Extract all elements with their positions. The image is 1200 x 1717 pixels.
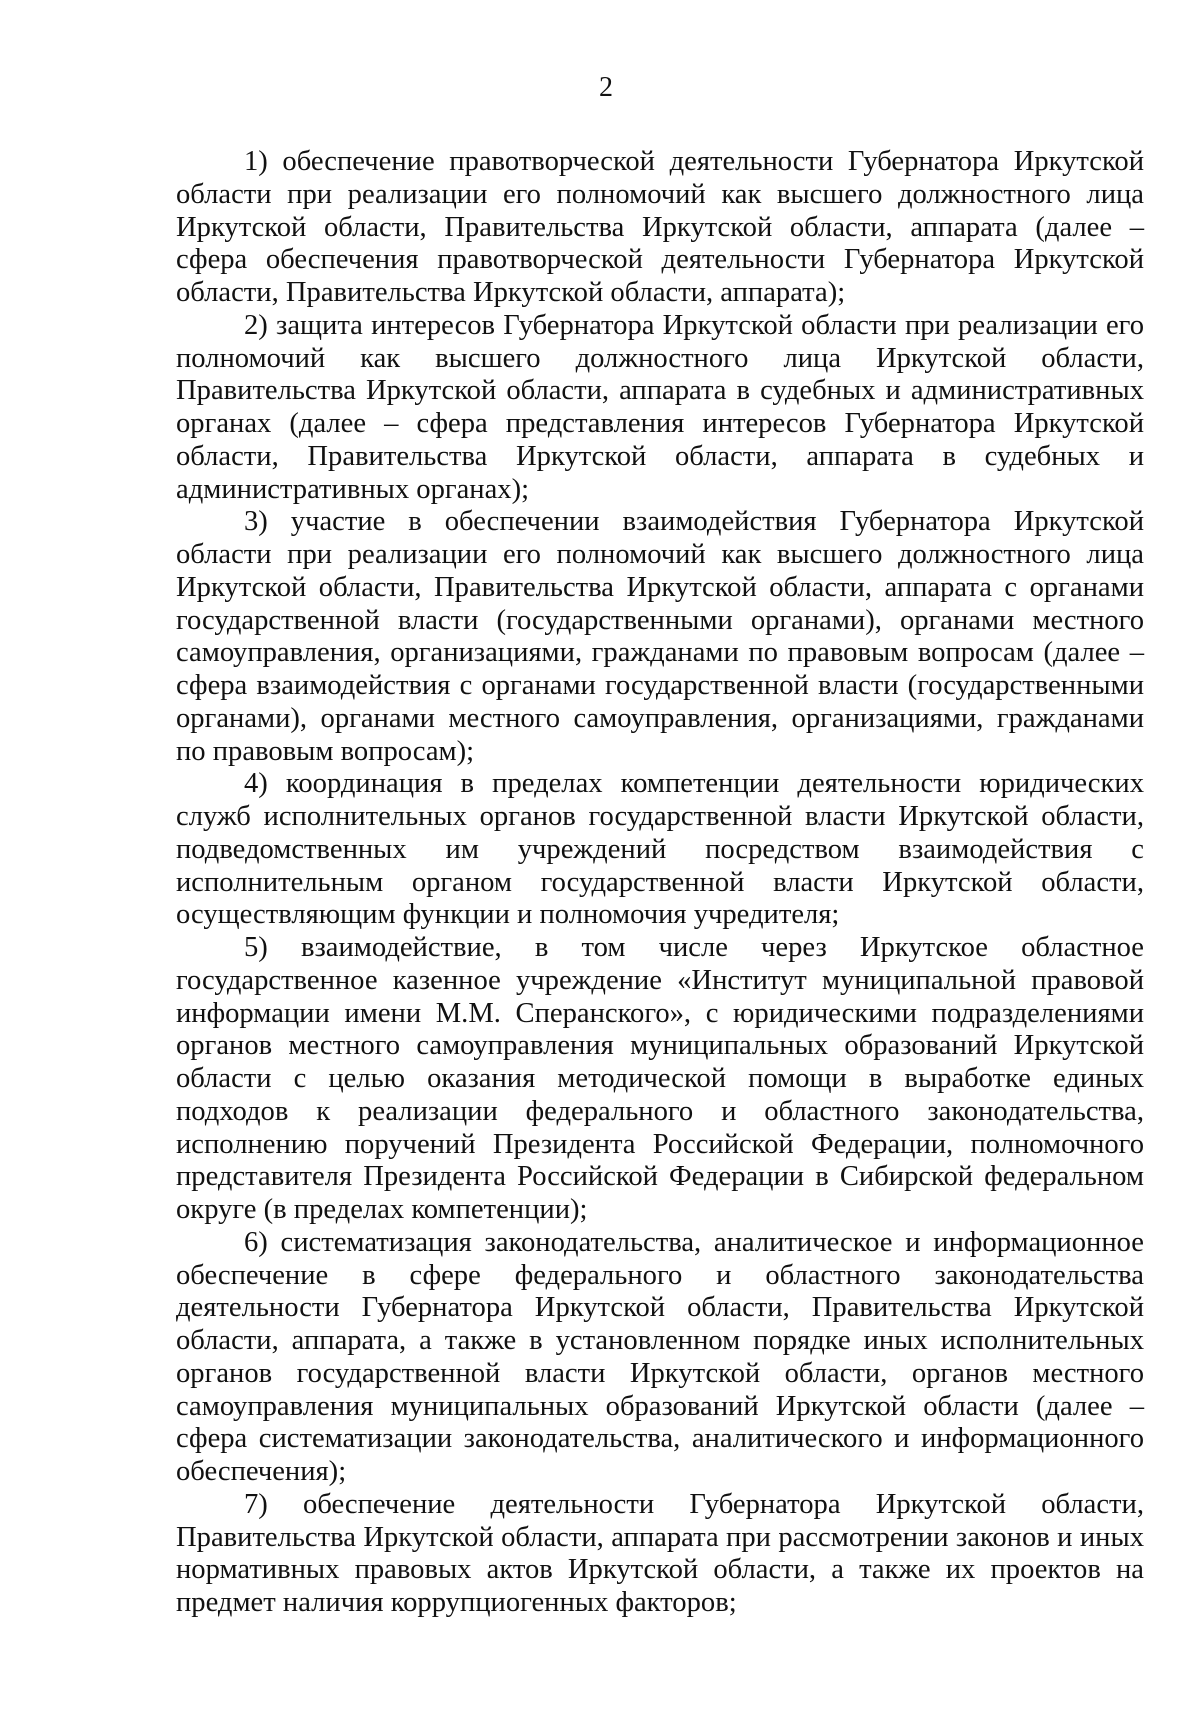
paragraph-item-2: 2) защита интересов Губернатора Иркутской области при реализации его полномочий как высшего должностного лица Иркутской области, Правительства Иркутской области, аппарата в судебных и административных органах (далее – сфера представления интересов Губернатора Иркутской области, Правительства Иркутской области, аппарата в судебных и административных органах); [176,309,1144,505]
page-number: 2 [599,72,613,103]
paragraph-item-7: 7) обеспечение деятельности Губернатора Иркутской области, Правительства Иркутской области, аппарата при рассмотрении законов и иных нормативных правовых актов Иркутской области, а также их проектов на предмет наличия коррупциогенных факторов; [176,1488,1144,1618]
paragraph-item-6: 6) систематизация законодательства, аналитическое и информационное обеспечение в сфере федерального и областного законодательства деятельности Губернатора Иркутской области, Правительства Иркутской области, аппарата, а также в установленном порядке иных исполнительных органов государственной власти Иркутской области, органов местного самоуправления муниципальных образований Иркутской области (далее – сфера систематизации законодательства, аналитического и информационного обеспечения); [176,1226,1144,1487]
paragraph-item-4: 4) координация в пределах компетенции деятельности юридических служб исполнительных органов государственной власти Иркутской области, подведомственных им учреждений посредством взаимодействия с исполнительным органом государственной власти Иркутской области, осуществляющим функции и полномочия учредителя; [176,768,1144,931]
document-body [176,146,1144,1620]
paragraph-item-1: 1) обеспечение правотворческой деятельности Губернатора Иркутской области при реализации его полномочий как высшего должностного лица Иркутской области, Правительства Иркутской области, аппарата (далее – сфера обеспечения правотворческой деятельности Губернатора Иркутской области, Правительства Иркутской области, аппарата); [176,146,1144,308]
paragraph-item-3: 3) участие в обеспечении взаимодействия Губернатора Иркутской области при реализации его полномочий как высшего должностного лица Иркутской области, Правительства Иркутской области, аппарата с органами государственной власти (государственными органами), органами местного самоуправления, организациями, гражданами по правовым вопросам (далее – сфера взаимодействия с органами государственной власти (государственными органами), органами местного самоуправления, организациями, гражданами по правовым вопросам); [176,506,1144,767]
paragraph-item-5: 5) взаимодействие, в том числе через Иркутское областное государственное казенное учреждение «Институт муниципальной правовой информации имени М.М. Сперанского», с юридическими подразделениями органов местного самоуправления муниципальных образований Иркутской области с целью оказания методической помощи в выработке единых подходов к реализации федерального и областного законодательства, исполнению поручений Президента Российской Федерации, полномочного представителя Президента Российской Федерации в Сибирской федеральном округе (в пределах компетенции); [176,932,1144,1225]
